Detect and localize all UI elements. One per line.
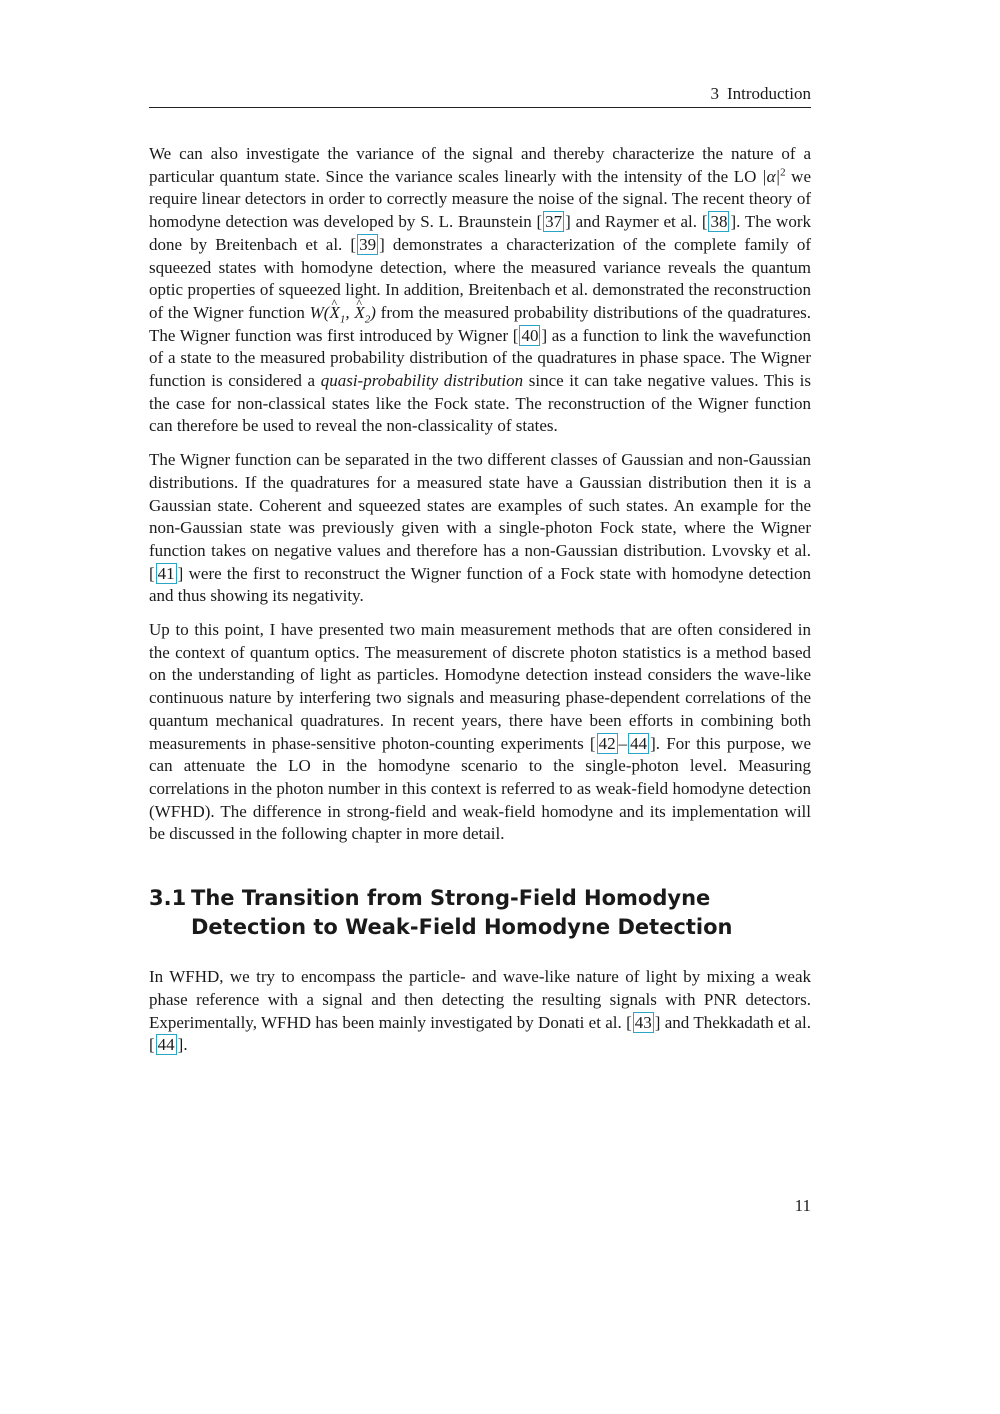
chapter-title: Introduction — [726, 84, 811, 103]
math-wigner-function — [309, 302, 376, 326]
text: from the measured probability distributions of the quadratures. The Wigner function was first introduced by Wigner — [149, 302, 811, 345]
citation-link[interactable]: 38 — [710, 212, 728, 232]
text: In WFHD, we try to encompass the particle- and wave-like nature of light by mixing a weak phase reference with a signal and then detecting the resulting signals with PNR detectors. Experimentally, WFHD has been mainly investigated by Donati et al. — [149, 967, 811, 1032]
math-close: ) — [370, 302, 376, 322]
text: and Raymer et al. — [570, 212, 702, 232]
paragraph-2: The Wigner function can be separated in the two different classes of Gaussian and non-Gaussian distributions. If the quadratures for a measured state have a Gaussian distribution then it is a Gaussian state. Coherent and squeezed states are examples of such states. An example for the non-Gaussian state was previously given with a single-photon Fock state, where the Wigner function takes on negative values and therefore has a non-Gaussian distribution. Lvovsky et al. [ 41 ] were the first to reconstruct the Wigner function of a Fock state with homodyne detection and thus showing its negativity. — [149, 450, 811, 606]
math-x-hat: ^ X — [329, 302, 339, 325]
citation-link[interactable]: 43 — [634, 1012, 652, 1032]
section-number: 3.1 — [149, 886, 187, 911]
math-w: W( — [309, 302, 330, 322]
text: . The work done by Breitenbach et al. — [149, 212, 811, 254]
citation-link[interactable]: 41 — [157, 563, 175, 583]
paragraph-3: Up to this point, I have presented two main measurement methods that are often considered in the context of quantum optics. The measurement of discrete photon statistics is a method based on the understanding of light as particles. Homodyne detection instead considers the wave-like continuous nature by interfering two signals and measuring phase-dependent correlations of the quantum mechanical quadratures. In recent years, there have been efforts in combining both measurements in phase-sensitive photon-counting experiments [ 42 – 44 ]. For this purpose, we can attenuate the LO in the homodyne scenario to the single-photon level. Measuring correlations in the photon number in this context is referred to as weak-field homodyne detection (WFHD). The difference in strong-field and weak-field homodyne and its implementation will be discussed in the following chapter in more detail. — [149, 620, 811, 844]
chapter-number: 3 — [710, 84, 719, 103]
text: Up to this point, I have presented two main measurement methods that are often considered in the context of quantum optics. The measurement of discrete photon statistics is a method based on the understanding of light as particles. Homodyne detection instead considers the wave-like continuous nature by interfering two signals and measuring phase-dependent correlations of the quantum mechanical quadratures. In recent years, there have been efforts in combining both measurements in phase-sensitive photon-counting experiments — [149, 620, 811, 753]
running-header — [149, 83, 811, 108]
page-number: 11 — [794, 1196, 811, 1215]
paragraph-4: In WFHD, we try to encompass the particle- and wave-like nature of light by mixing a weak phase reference with a signal and then detecting the resulting signals with PNR detectors. Experimentally, WFHD has been mainly investigated by Donati et al. [ 43 ] and Thekkadath et al. [ 44 ]. — [149, 967, 811, 1055]
citation-link[interactable]: 42 — [598, 733, 616, 753]
text: We can also investigate the variance of the signal and thereby characterize the nature of a particular quantum state. Since the variance scales linearly with the intensity of the LO — [149, 144, 811, 186]
text: as a function to link the wavefunction of a state to the measured probability distribution of the quadratures in phase space. The Wigner function is considered a — [149, 325, 811, 391]
math-superscript: 2 — [780, 166, 786, 179]
citation-link[interactable]: 40 — [521, 325, 539, 345]
citation-link[interactable]: 37 — [545, 212, 563, 232]
text: – — [618, 733, 628, 753]
text: and Thekkadath et al. — [660, 1012, 811, 1032]
section-heading — [149, 884, 811, 942]
emphasis: quasi-probability distribution — [320, 371, 524, 391]
text: . — [183, 1035, 188, 1055]
math-subscript: 2 — [364, 313, 371, 326]
section-title: The Transition from Strong-Field Homodyne Detection to Weak-Field Homodyne Detection — [191, 886, 733, 940]
text: we require linear detectors in order to correctly measure the noise of the signal. The recent theory of homodyne detection was developed by S. L. Braunstein — [149, 166, 812, 232]
page-body — [149, 143, 811, 1068]
text: were the first to reconstruct the Wigner function of a Fock state with homodyne detection and thus showing its negativity. — [149, 563, 811, 606]
text: since it can take negative values. This is the case for non-classical states like the Fock state. The reconstruction of the Wigner function can therefore be used to reveal the non-classicality of states. — [149, 371, 811, 436]
text: . For this purpose, we can attenuate the LO in the homodyne scenario to the single-photon level. Measuring correlations in the photon number in this context is referred to as weak-field homodyne detection (WFHD). The difference in strong-field and weak-field homodyne and its implementation will be discussed in the following chapter in more detail. — [149, 733, 811, 844]
citation-link[interactable]: 44 — [157, 1035, 175, 1055]
paragraph-1: We can also investigate the variance of the signal and thereby characterize the nature of a particular quantum state. Since the variance scales linearly with the intensity of the LO $|\alpha|^2$ we require linear detectors in order to correctly measure the noise of the signal. The recent theory of homodyne detection was developed by S. L. Braunstein [ 37 ] and Raymer et al. [ 38 ]. The work done by Breitenbach et al. [ 39 ] demonstrates a characterization of the complete family of squeezed states with homodyne detection, where the measured variance reveals the quantum optic properties of squeezed light. In addition, Breitenbach et al. demonstrated the reconstruction of the Wigner function W(^ $X_1$, ^ $X_2$) from the measured probability distributions of the quadratures. The Wigner function was first introduced by Wigner [ 40 ] as a function to link the wavefunction of a state to the measured probability distribution of the quadratures in phase space. The Wigner function is considered a quasi-probability distribution since it can take negative values. This is the case for non-classical states like the Fock state. The reconstruction of the Wigner function can therefore be used to reveal the non-classicality of states. — [149, 143, 811, 438]
text: The Wigner function can be separated in the two different classes of Gaussian and non-Gaussian distributions. If the quadratures for a measured state have a Gaussian distribution then it is a Gaussian state. Coherent and squeezed states are examples of such states. An example for the non-Gaussian state was previously given with a single-photon Fock state, where the Wigner function takes on negative values and therefore has a non-Gaussian distribution. Lvovsky et al. — [149, 450, 811, 560]
text: demonstrates a characterization of the complete family of squeezed states with homodyne detection, where the measured variance reveals the quantum optic properties of squeezed light. In addition, Breitenbach et al. demonstrated the reconstruction of the Wigner function — [149, 234, 811, 322]
citation-link[interactable]: 39 — [359, 234, 377, 254]
math-alpha: |α| — [761, 166, 781, 186]
math-x-hat: ^ X — [354, 302, 364, 325]
citation-link[interactable]: 44 — [630, 733, 648, 753]
math-subscript: 1 — [339, 313, 346, 326]
math-comma: , — [345, 302, 355, 322]
